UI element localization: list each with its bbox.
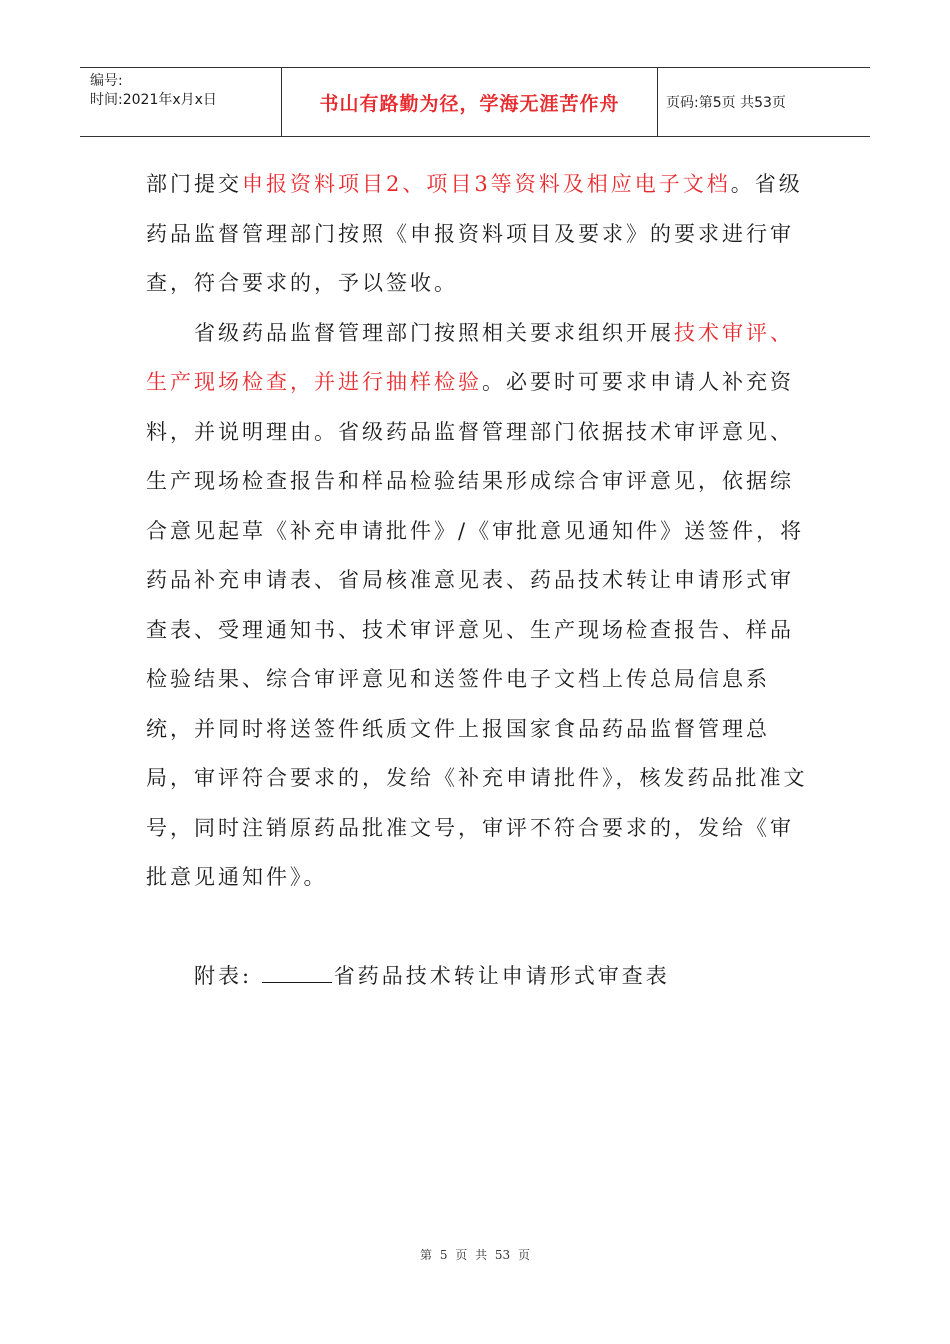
attachment-label: 附表: bbox=[194, 963, 253, 988]
page-footer: 第 5 页 共 53 页 bbox=[420, 1248, 530, 1262]
paragraph-1 bbox=[146, 160, 816, 309]
paragraph-2-end: 。必要时可要求申请人补充资料，并说明理由。省级药品监督管理部门依据技术审评意见、生产现场检查报告和样品检验结果形成综合审评意见，依据综合意见起草《补充申请批件》/《审批意见通知件》送签件，将药品补充申请表、省局核准意见表、药品技术转让申请形式审查表、受理通知书、技术审评意见、生产现场检查报告、样品检验结果、综合审评意见和送签件电子文档上传总局信息系统，并同时将送签件纸质文件上报国家食品药品监督管理总局，审评符合要求的，发给《补充申请批件》，核发药品批准文号，同时注销原药品批准文号，审评不符合要求的，发给《审批意见通知件》。 bbox=[146, 370, 808, 889]
paragraph-2-highlight: 技术审评、生产现场检查，并进行抽样检验 bbox=[146, 320, 794, 394]
paragraph-2 bbox=[146, 309, 816, 903]
paragraph-1-end: 。省级药品监督管理部门按照《申报资料项目及要求》的要求进行审查，符合要求的，予以签收。 bbox=[146, 172, 803, 295]
paragraph-1-start: 部门提交 bbox=[146, 172, 242, 196]
document-body bbox=[146, 160, 816, 1001]
page-header bbox=[80, 67, 870, 137]
document-number-label: 编号: bbox=[90, 73, 123, 89]
paragraph-2-start: 省级药品监督管理部门按照相关要求组织开展 bbox=[194, 320, 674, 345]
document-time-label: 时间:2021年x月x日 bbox=[90, 92, 217, 108]
attachment-title: 省药品技术转让申请形式审查表 bbox=[333, 963, 670, 988]
header-meta bbox=[80, 68, 282, 136]
paragraph-1-highlight: 申报资料项目2、项目3等资料及相应电子文档 bbox=[242, 172, 731, 196]
header-page-info: 页码:第5页 共53页 bbox=[666, 95, 786, 111]
header-motto: 书山有路勤为径，学海无涯苦作舟 bbox=[282, 68, 658, 136]
attachment-line bbox=[146, 952, 816, 1002]
attachment-blank-line bbox=[262, 961, 332, 983]
